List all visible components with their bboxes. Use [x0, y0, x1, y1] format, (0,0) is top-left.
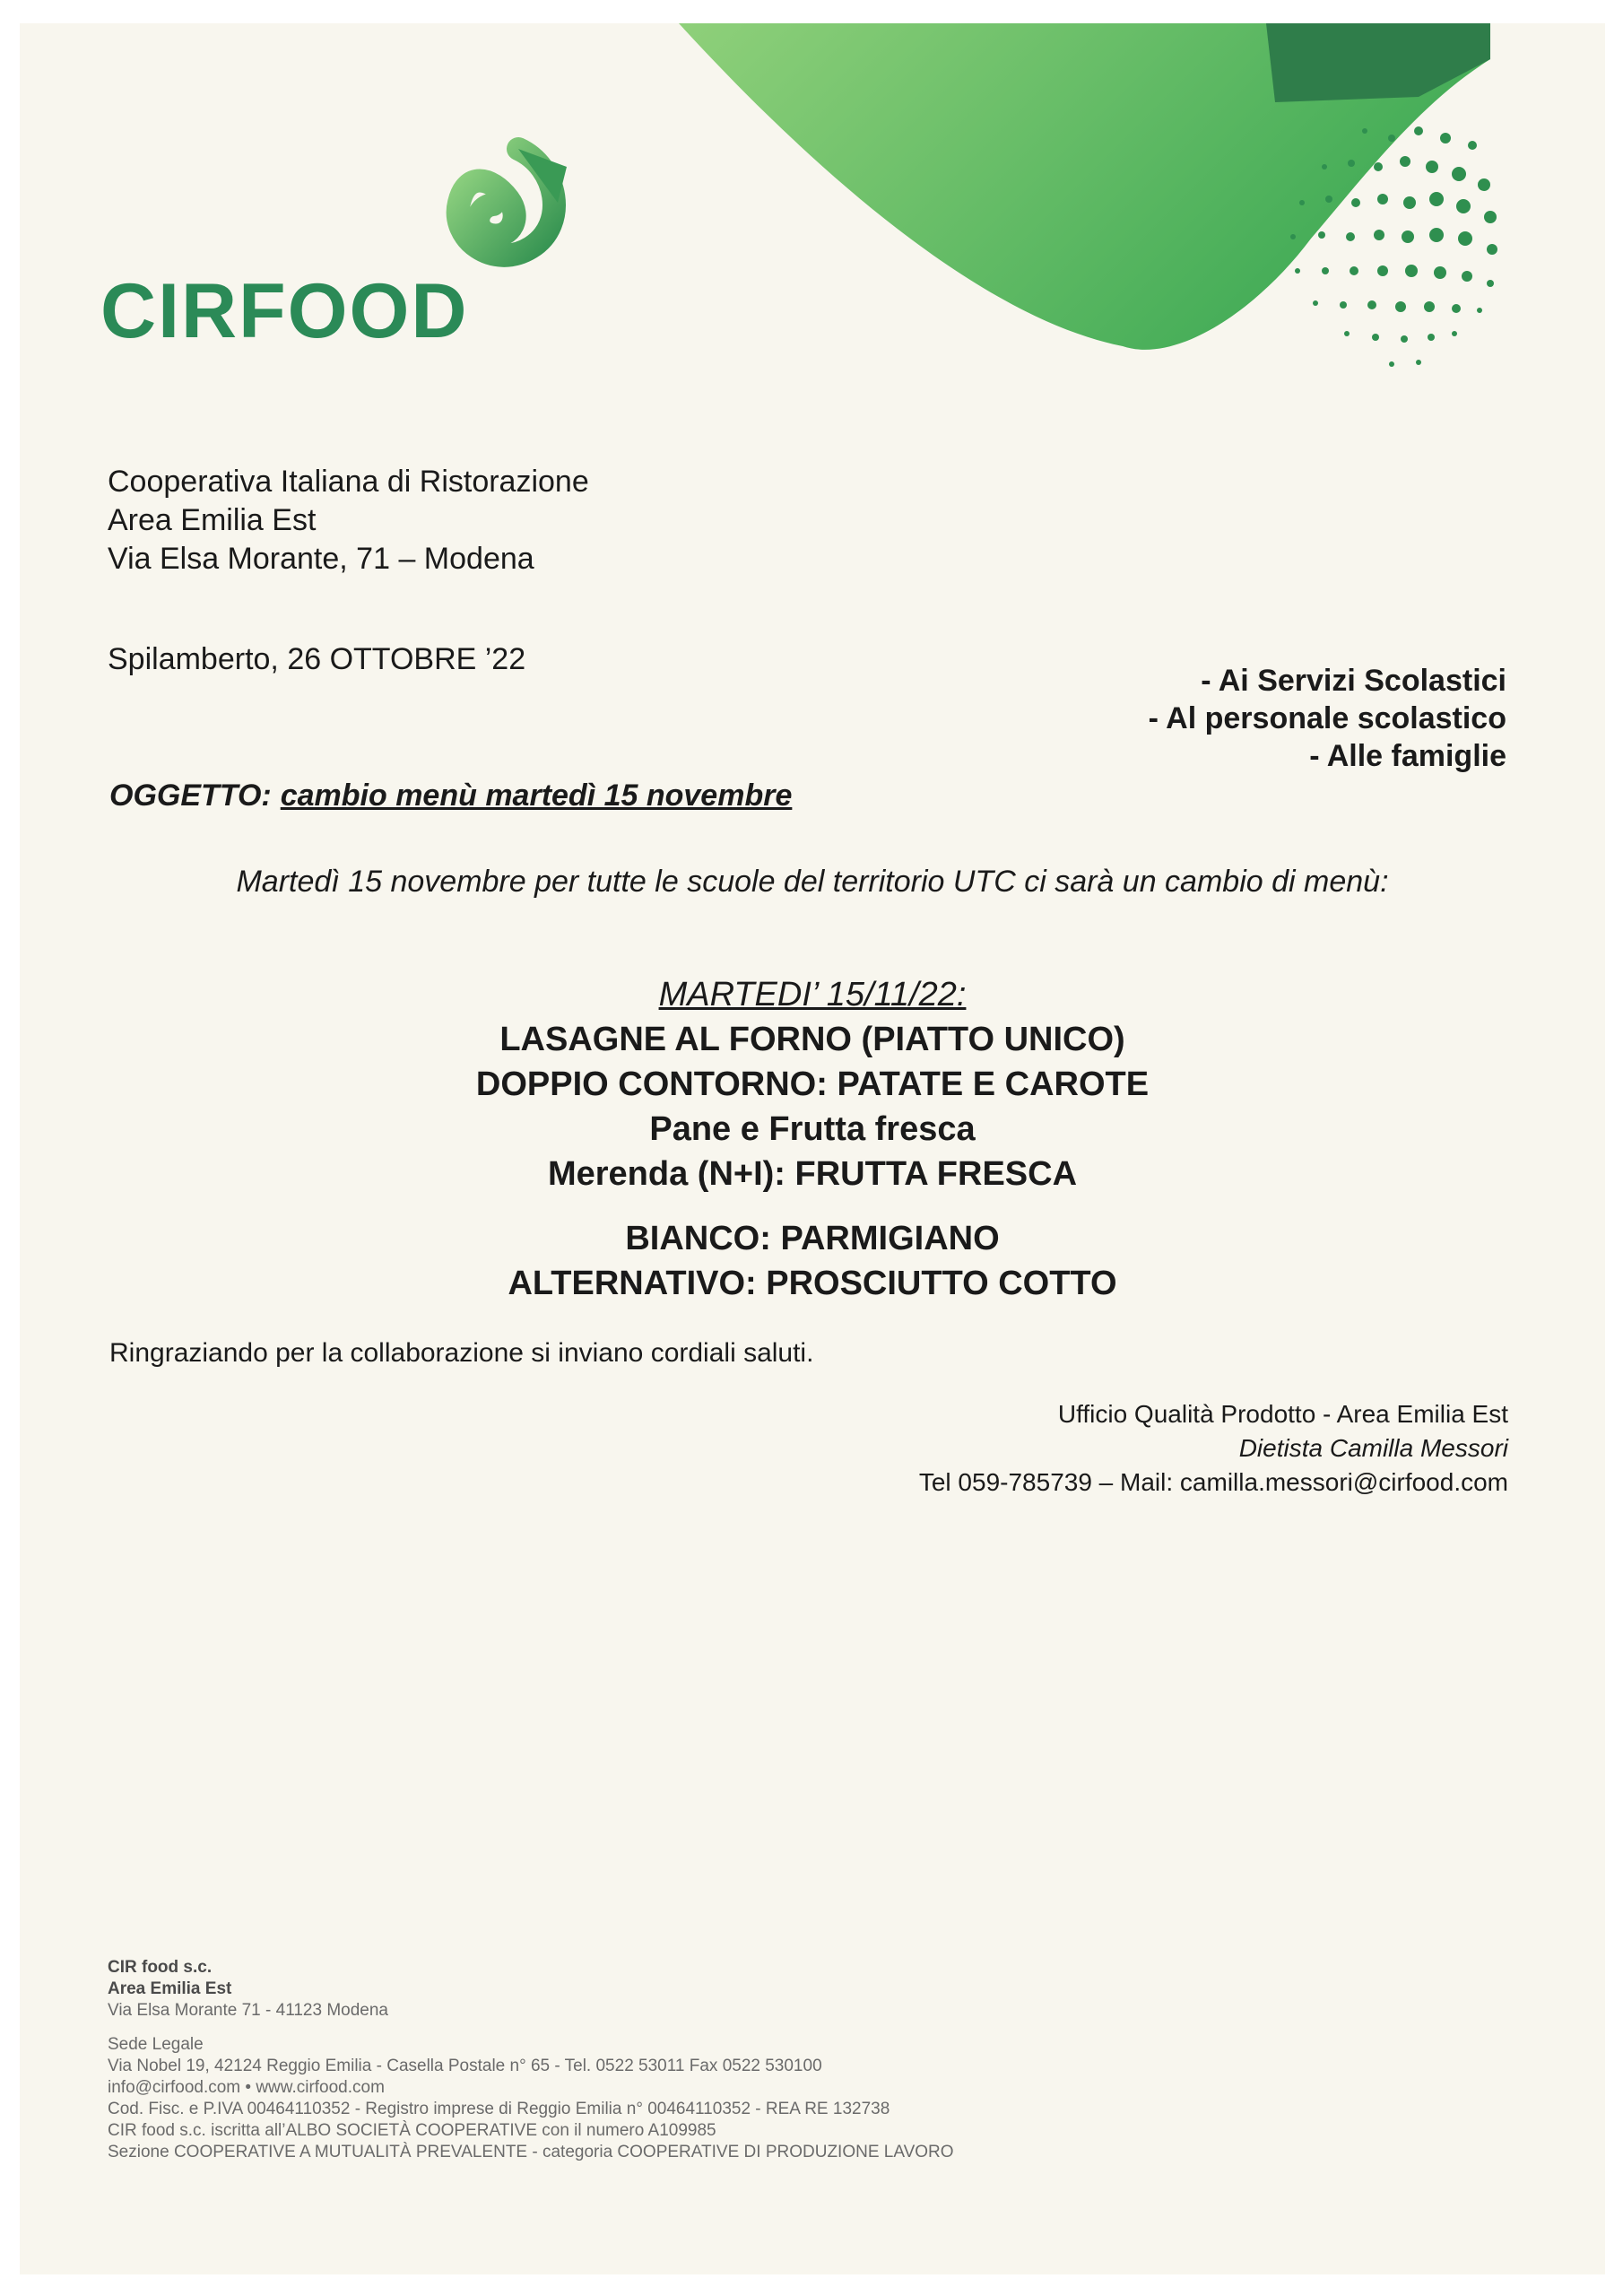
menu-alternative: ALTERNATIVO: PROSCIUTTO COTTO — [508, 1265, 1117, 1302]
footer-section: Sezione COOPERATIVE A MUTUALITÀ PREVALENTE - categoria COOPERATIVE DI PRODUZIONE LAVORO — [108, 2143, 954, 2161]
footer-company: CIR food s.c. — [108, 1958, 213, 1977]
subject-label: OGGETTO: — [109, 778, 272, 813]
sender-address — [108, 463, 589, 578]
sender-line: Area Emilia Est — [108, 503, 317, 537]
cirfood-logo-text: CIRFOOD — [100, 268, 469, 354]
footer-register: CIR food s.c. iscritta all’ALBO SOCIETÀ COOPERATIVE con il numero A109985 — [108, 2121, 716, 2140]
intro-text: Martedì 15 novembre per tutte le scuole del territorio UTC ci sarà un cambio di menù: — [236, 865, 1389, 899]
recipient: - Alle famiglie — [1309, 739, 1506, 773]
footer-legal-address: Via Nobel 19, 42124 Reggio Emilia - Casella Postale n° 65 - Tel. 0522 53011 Fax 0522 530100 — [108, 2057, 822, 2075]
recipient: - Ai Servizi Scolastici — [1201, 664, 1506, 698]
closing-text: Ringraziando per la collaborazione si inviano cordiali saluti. — [109, 1338, 814, 1368]
footer-address: Via Elsa Morante 71 - 41123 Modena — [108, 2001, 388, 2020]
letter-page — [20, 23, 1605, 2274]
recipients — [1149, 662, 1506, 775]
signature-office: Ufficio Qualità Prodotto - Area Emilia Est — [1057, 1400, 1508, 1428]
menu-block — [20, 972, 1605, 1306]
menu-day: MARTEDI’ 15/11/22: — [658, 976, 967, 1013]
signature-contact: Tel 059-785739 – Mail: camilla.messori@cirfood.com — [918, 1468, 1508, 1496]
footer-area: Area Emilia Est — [108, 1979, 232, 1998]
signature-name: Dietista Camilla Messori — [1238, 1434, 1508, 1462]
footer-web: info@cirfood.com • www.cirfood.com — [108, 2078, 385, 2097]
subject-line — [109, 778, 792, 813]
sender-line: Cooperativa Italiana di Ristorazione — [108, 465, 589, 499]
menu-item: Pane e Frutta fresca — [649, 1110, 976, 1148]
menu-item: DOPPIO CONTORNO: PATATE E CAROTE — [475, 1065, 1150, 1103]
signature-block — [919, 1397, 1508, 1500]
cirfood-logo-mark — [458, 149, 567, 256]
menu-item: Merenda (N+I): FRUTTA FRESCA — [547, 1155, 1078, 1193]
footer — [108, 1957, 954, 2163]
subject-text: cambio menù martedì 15 novembre — [280, 778, 793, 813]
menu-item: LASAGNE AL FORNO (PIATTO UNICO) — [499, 1021, 1125, 1058]
recipient: - Al personale scolastico — [1148, 701, 1506, 735]
dark-green-band — [1266, 23, 1490, 102]
footer-tax: Cod. Fisc. e P.IVA 00464110352 - Registro imprese di Reggio Emilia n° 00464110352 - REA RE 132738 — [108, 2100, 890, 2118]
sender-line: Via Elsa Morante, 71 – Modena — [108, 542, 534, 576]
menu-alternative: BIANCO: PARMIGIANO — [625, 1220, 1000, 1257]
letter-date: Spilamberto, 26 OTTOBRE ’22 — [108, 642, 526, 676]
footer-legal-title: Sede Legale — [108, 2035, 204, 2054]
